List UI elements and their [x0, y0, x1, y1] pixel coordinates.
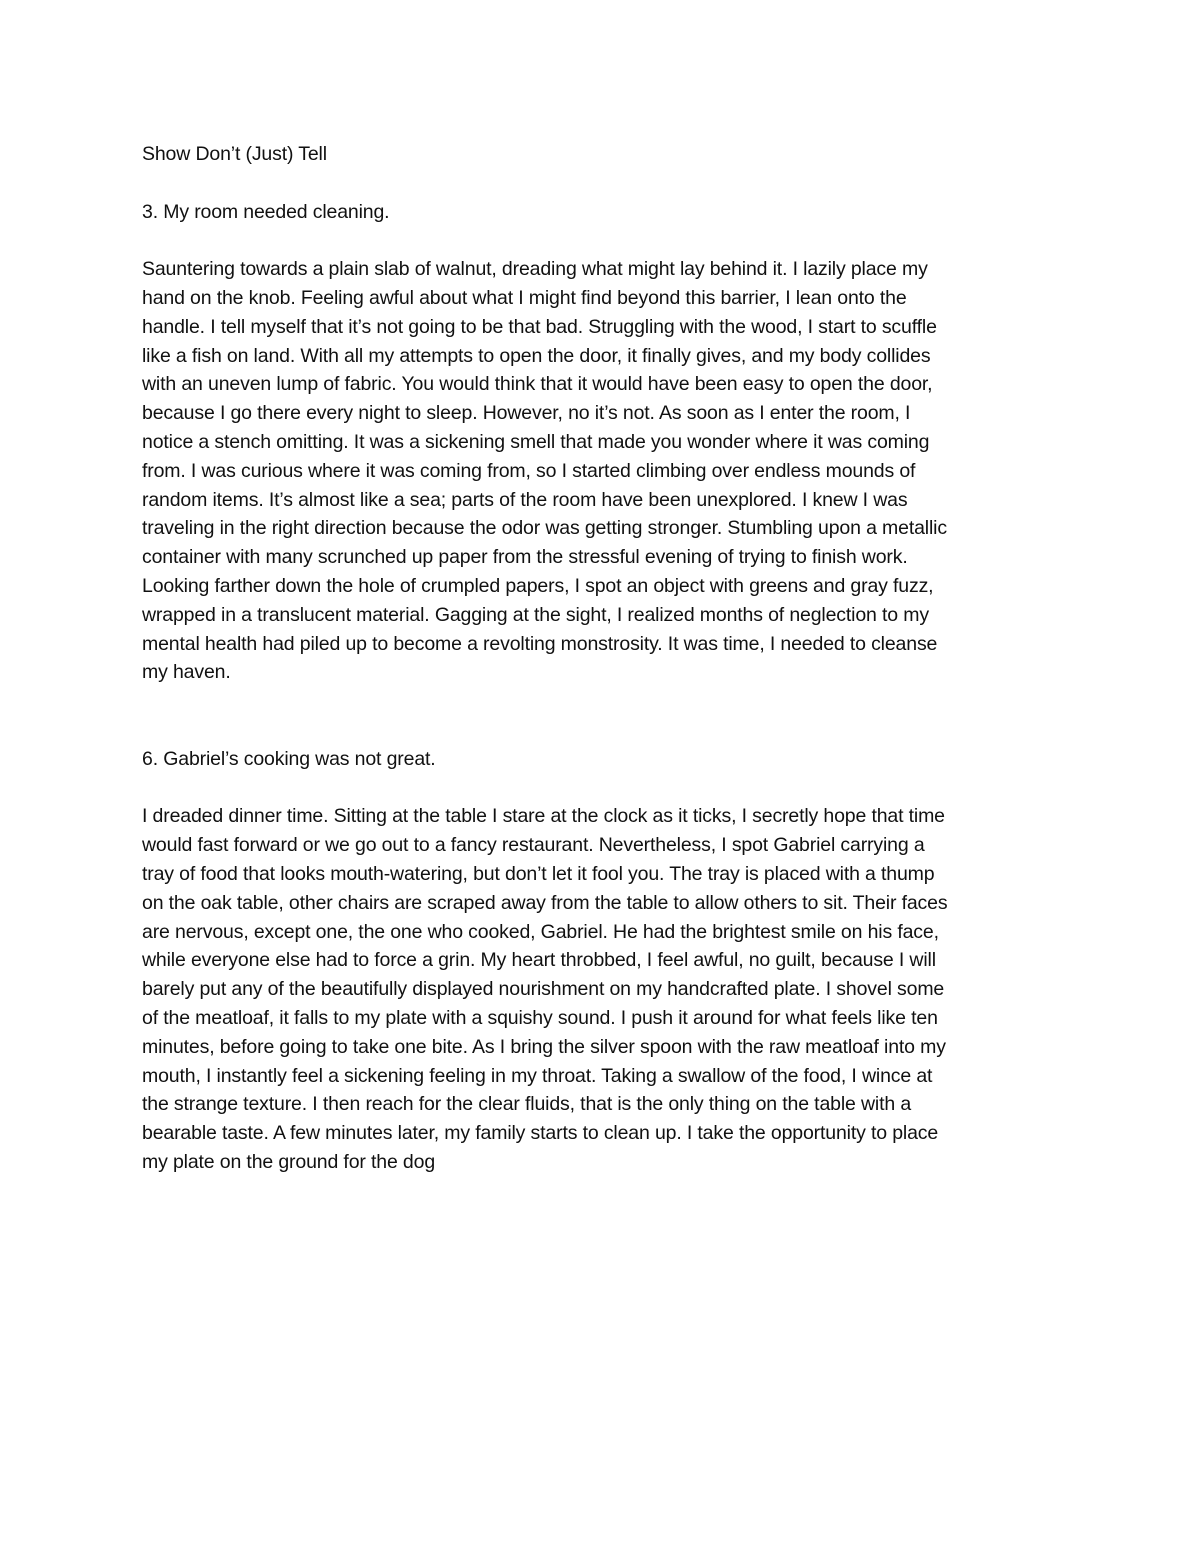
- paragraph-line: random items. It’s almost like a sea; parts of the room have been unexplored. I knew I was: [142, 488, 908, 511]
- paragraph-line: while everyone else had to force a grin. My heart throbbed, I feel awful, no guilt, because I will: [142, 949, 936, 972]
- paragraph-line: notice a stench omitting. It was a sickening smell that made you wonder where it was coming: [142, 430, 930, 453]
- section-heading-cooking: 6. Gabriel’s cooking was not great.: [142, 747, 436, 770]
- document-body: [142, 140, 1062, 1177]
- paragraph-line: my plate on the ground for the dog: [142, 1150, 436, 1173]
- paragraph-line: Sauntering towards a plain slab of walnut, dreading what might lay behind it. I lazily place my: [142, 258, 928, 281]
- paragraph-line: my haven.: [142, 661, 231, 684]
- paragraph-line: traveling in the right direction because the odor was getting stronger. Stumbling upon a metallic: [142, 517, 947, 540]
- paragraph-room: [142, 255, 1062, 687]
- paragraph-line: of the meatloaf, it falls to my plate with a squishy sound. I push it around for what feels like ten: [142, 1006, 938, 1029]
- paragraph-line: Looking farther down the hole of crumpled papers, I spot an object with greens and gray fuzz,: [142, 574, 934, 597]
- paragraph-line: with an uneven lump of fabric. You would think that it would have been easy to open the door,: [142, 373, 933, 396]
- paragraph-line: mental health had piled up to become a revolting monstrosity. It was time, I needed to cleanse: [142, 632, 938, 655]
- paragraph-line: tray of food that looks mouth-watering, but don’t let it fool you. The tray is placed with a thump: [142, 862, 935, 885]
- paragraph-line: handle. I tell myself that it’s not going to be that bad. Struggling with the wood, I start to scuffle: [142, 315, 937, 338]
- paragraph-line: mouth, I instantly feel a sickening feeling in my throat. Taking a swallow of the food, I wince at: [142, 1064, 933, 1087]
- paragraph-line: I dreaded dinner time. Sitting at the table I stare at the clock as it ticks, I secretly hope that time: [142, 805, 945, 828]
- paragraph-line: barely put any of the beautifully displayed nourishment on my handcrafted plate. I shovel some: [142, 978, 945, 1001]
- paragraph-line: from. I was curious where it was coming from, so I started climbing over endless mounds of: [142, 459, 916, 482]
- paragraph-cooking: [142, 802, 1062, 1176]
- section-spacer: [142, 687, 1062, 745]
- paragraph-line: bearable taste. A few minutes later, my family starts to clean up. I take the opportunity to place: [142, 1122, 939, 1145]
- paragraph-line: wrapped in a translucent material. Gagging at the sight, I realized months of neglection to my: [142, 603, 929, 626]
- paragraph-line: the strange texture. I then reach for the clear fluids, that is the only thing on the table with a: [142, 1093, 912, 1116]
- paragraph-line: because I go there every night to sleep. However, no it’s not. As soon as I enter the room, I: [142, 402, 911, 425]
- paragraph-line: like a fish on land. With all my attempts to open the door, it finally gives, and my body collides: [142, 344, 931, 367]
- paragraph-line: container with many scrunched up paper from the stressful evening of trying to finish work.: [142, 546, 908, 569]
- section-heading-room: 3. My room needed cleaning.: [142, 200, 390, 223]
- paragraph-line: minutes, before going to take one bite. As I bring the silver spoon with the raw meatloaf into my: [142, 1035, 946, 1058]
- paragraph-line: on the oak table, other chairs are scraped away from the table to allow others to sit. Their faces: [142, 891, 948, 914]
- paragraph-line: are nervous, except one, the one who cooked, Gabriel. He had the brightest smile on his face,: [142, 920, 939, 943]
- paragraph-line: would fast forward or we go out to a fancy restaurant. Nevertheless, I spot Gabriel carrying a: [142, 834, 925, 857]
- document-title: Show Don’t (Just) Tell: [142, 143, 327, 165]
- paragraph-line: hand on the knob. Feeling awful about what I might find beyond this barrier, I lean onto the: [142, 286, 907, 309]
